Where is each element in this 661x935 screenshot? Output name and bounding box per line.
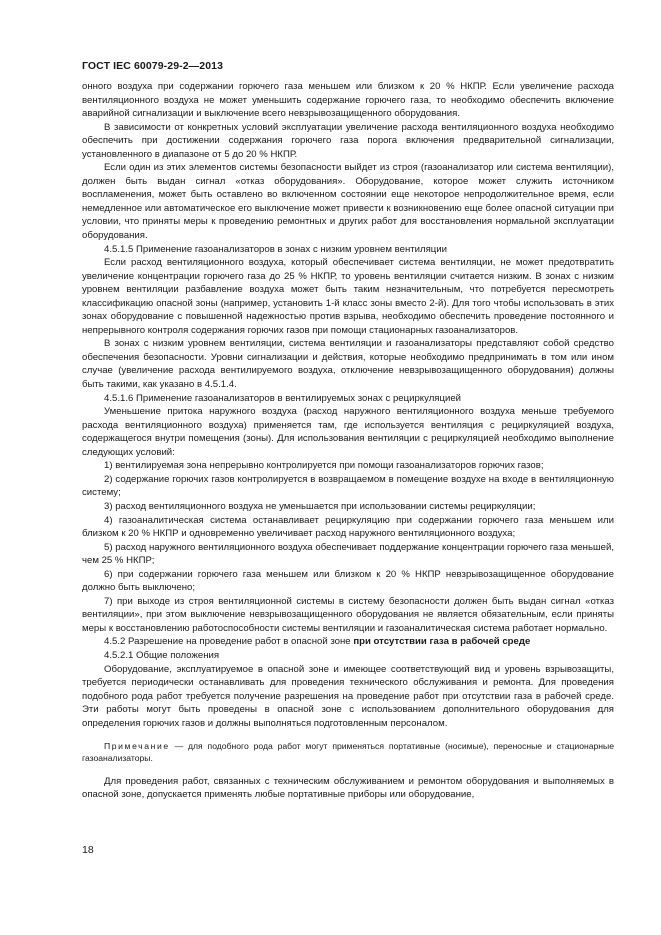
list-item: 1) вентилируемая зона непрерывно контролируется при помощи газоанализаторов горючих газов;: [104, 460, 544, 472]
paragraph: В зонах с низким уровнем вентиляции, система вентиляции и газоанализаторы представляют собой средство обеспечения безопасности. Уровни сигнализации и действия, которые необходимо предпринимать в том или ином случае (увеличение расхода вентилируемого воздуха, отключение невзрывозащищенного оборудования) должны быть такими, как указано в 4.5.1.4.: [82, 338, 614, 391]
section-heading-text: 4.5.2 Разрешение на проведение работ в опасной зоне: [104, 636, 354, 648]
list-item: 5) расход наружного вентиляционного воздуха обеспечивает поддержание концентрации горючего газа меньшей, чем 25 % НКПР;: [82, 541, 614, 567]
list-item: 6) при содержании горючего газа меньшем или близком к 20 % НКПР невзрывозащищенное оборудование должно быть выключено;: [82, 568, 614, 594]
section-heading-4-5-1-6: 4.5.1.6 Применение газоанализаторов в вентилируемых зонах с рециркуляцией: [104, 392, 462, 404]
list-item: 2) содержание горючих газов контролируется в возвращаемом в помещение воздухе на входе в вентиляционную систему;: [82, 473, 614, 499]
note-label: Примечание: [104, 741, 170, 752]
section-heading-bold: при отсутствии газа в рабочей среде: [353, 636, 531, 648]
document-header: ГОСТ IEC 60079-29-2—2013: [82, 60, 224, 72]
paragraph: Уменьшение притока наружного воздуха (расход наружного вентиляционного воздуха меньше требуемого расхода вентиляционного воздуха) применяется там, где используется вентиляция с рециркуляцией воздуха, содержащегося внутри помещения (зоны). Для использования вентиляции с рециркуляцией необходимо выполнение следующих условий:: [82, 406, 614, 458]
section-heading-4-5-2: [82, 635, 614, 649]
list-item: 7) при выходе из строя вентиляционной системы в систему безопасности должен быть выдан сигнал «отказ вентиляции», при этом выключение невзрывозащищенного оборудования не является обязательным, если приняты меры к восстановлению работоспособности системы вентиляции и газоаналитическая система работает нормально.: [82, 595, 614, 634]
paragraph: Оборудование, эксплуатируемое в опасной зоне и имеющее соответствующий вид и уровень взрывозащиты, требуется периодически останавливать для проведения технического обслуживания и ремонта. Для проведения подобного рода работ требуется получение разрешения на проведение работ при отсутствии газа в рабочей среде. Эти работы могут быть проведены в опасной зоне с использованием дополнительного оборудования для определения горючих газов и должны выполняться подготовленным персоналом.: [82, 663, 614, 729]
paragraph: Для проведения работ, связанных с техническим обслуживанием и ремонтом оборудования и выполняемых в опасной зоне, допускается применять любые портативные приборы или оборудование,: [82, 775, 614, 801]
note: [82, 740, 614, 764]
paragraph: В зависимости от конкретных условий эксплуатации увеличение расхода вентиляционного воздуха необходимо обеспечить при достижении содержания горючего газа порога включения предварительной сигнализации, установленного в диапазоне от 5 до 20 % НКПР.: [82, 121, 614, 160]
list-item: 3) расход вентиляционного воздуха не уменьшается при использовании системы рециркуляции;: [104, 500, 536, 512]
note-text: — для подобного рода работ могут применяться портативные (носимые), переносные и стационарные газоанализаторы.: [82, 741, 614, 764]
paragraph: онного воздуха при содержании горючего газа меньшем или близком к 20 % НКПР. Если увеличение расхода вентиляционного воздуха не может уменьшить содержание горючего газа, то необходимо обеспечить включение аварийной сигнализации и выключение всего невзрывозащищенного оборудования.: [82, 81, 614, 120]
page-number: 18: [82, 844, 94, 856]
paragraph: Если один из этих элементов системы безопасности выйдет из строя (газоанализатор или система вентиляции), должен быть выдан сигнал «отказ оборудования». Оборудование, которое может служить источником воспламенения, может быть оставлено во включенном состоянии еще некоторое непродолжительное время, если немедленное или автоматическое его выключение может привести к возникновению еще более опасной ситуации при условии, что приняты меры к проведению ремонтных и других работ для восстановления нормальной эксплуатации оборудования.: [82, 162, 614, 242]
section-heading-4-5-1-5: 4.5.1.5 Применение газоанализаторов в зонах с низким уровнем вентиляции: [104, 243, 448, 255]
list-item: 4) газоаналитическая система останавливает рециркуляцию при содержании горючего газа меньшем или близком к 20 % НКПР и одновременно увеличивает расход наружного вентиляционного воздуха;: [82, 514, 614, 540]
paragraph: Если расход вентиляционного воздуха, который обеспечивает система вентиляции, не может предотвратить увеличение концентрации горючего газа до 25 % НКПР, то уровень вентиляции считается низким. В зонах с низким уровнем вентиляции разбавление воздуха может быть таким незначительным, что потребуется пересмотреть классификацию опасной зоны (например, установить 1-й класс зоны вместо 2-й). Для того чтобы использовать в этих зонах оборудование с повышенной надежностью против взрыва, необходимо обеспечить проведение постоянного и непрерывного контроля содержания горючих газов при помощи стационарных газоанализаторов.: [82, 257, 614, 336]
document-body: [82, 80, 614, 802]
section-heading-4-5-2-1: 4.5.2.1 Общие положения: [104, 649, 220, 661]
